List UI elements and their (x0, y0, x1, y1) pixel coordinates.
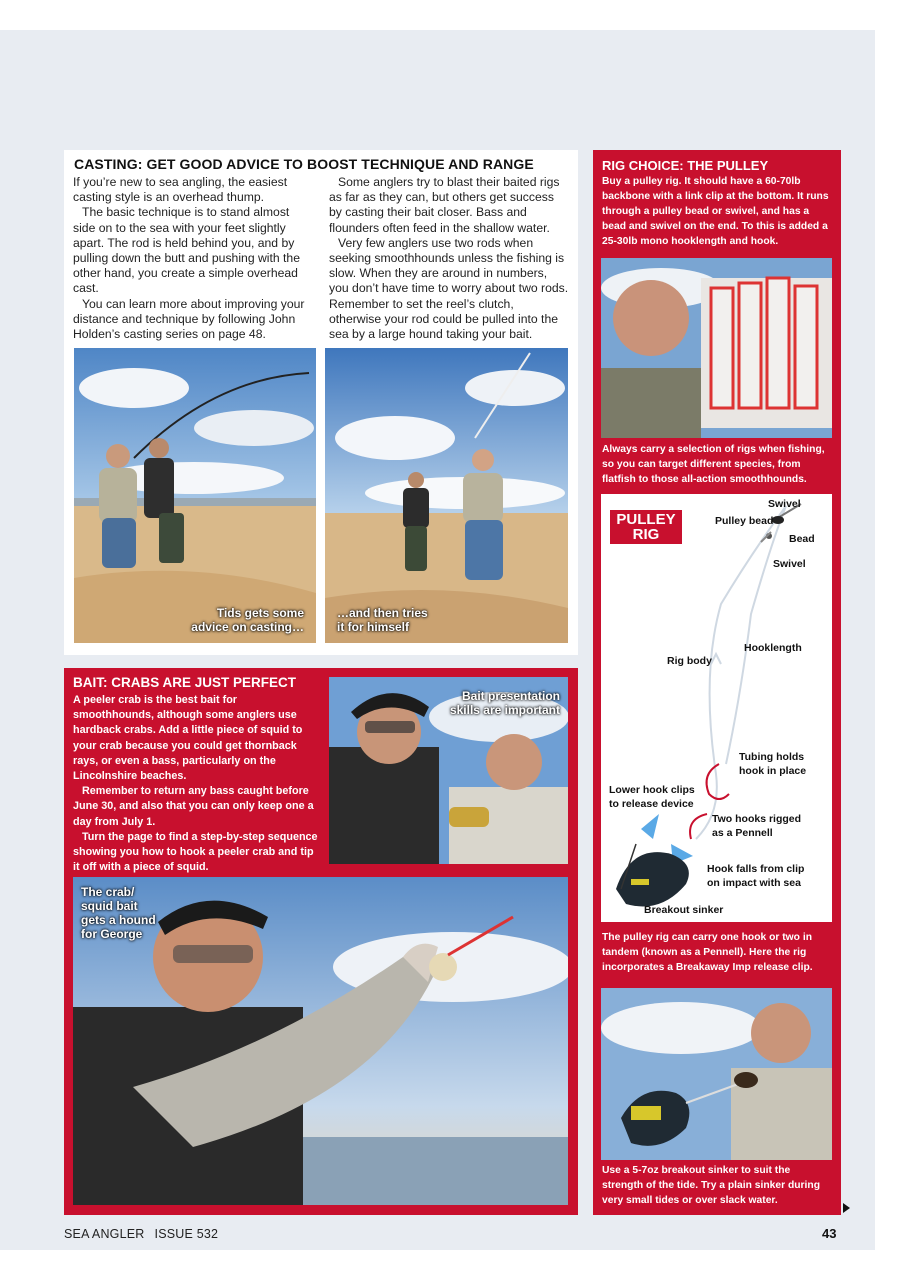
rig-body-label: Rig body (667, 655, 712, 667)
lower-hook-clips-label: Lower hook clips to release device (609, 784, 695, 810)
tubing-label: Tubing holds hook in place (739, 751, 807, 777)
hound-catch-photo (73, 877, 568, 1205)
pulley-rig-diagram (601, 494, 832, 922)
swivel-label: Swivel (773, 558, 806, 570)
breakout-sinker-photo (601, 988, 832, 1160)
next-page-arrow-icon (843, 1203, 850, 1213)
bead-label: Bead (789, 533, 815, 545)
pulley-rig-badge: PULLEY RIG (610, 510, 682, 544)
bait-section (64, 668, 578, 1215)
casting-try-photo (325, 348, 568, 643)
casting-left-column (73, 175, 313, 342)
rig-intro: Buy a pulley rig. It should have a 60-70lb backbone with a link clip at the bottom. It runs through a pulley bead or swivel, and has a bead and swivel on the end. To this is added a 25-30lb mono hooklength and hook. (602, 176, 829, 247)
hooklength-label: Hooklength (744, 642, 802, 654)
rig-diagram-caption: The pulley rig can carry one hook or two in tandem (known as a Pennell). Here the rig incorporates a Breakaway Imp release clip. (602, 932, 813, 973)
bait-paragraph: A peeler crab is the best bait for smoothhounds, although some anglers use hardback crabs. Add a little piece of squid to your crab because you could get thornback rays, or even a bass, particularly on the Lincolnshire beaches. (73, 694, 303, 783)
rig-photo2-caption: Use a 5-7oz breakout sinker to suit the strength of the tide. Try a plain sinker during very small tides or over slack water. (602, 1165, 820, 1206)
bait-paragraph: Remember to return any bass caught before June 30, and also that you can only keep one a day from July 1. (73, 785, 314, 828)
page-number: 43 (822, 1226, 837, 1241)
casting-photo2-caption: …and then tries it for himself (337, 606, 428, 634)
breakout-sinker-label: Breakout sinker (644, 904, 724, 916)
two-hooks-label: Two hooks rigged as a Pennell (712, 813, 802, 839)
casting-heading: CASTING: GET GOOD ADVICE TO BOOST TECHNIQUE AND RANGE (74, 156, 534, 172)
casting-right-column (329, 175, 569, 342)
rig-selection-photo (601, 258, 832, 438)
issue-number: ISSUE 532 (154, 1227, 219, 1241)
casting-photo1-caption: Tids gets some advice on casting… (191, 606, 304, 634)
bait-presentation-photo (329, 677, 568, 864)
swivel-top-label: Swivel (768, 498, 801, 510)
rig-section (593, 150, 841, 1215)
casting-advice-photo (74, 348, 316, 643)
magazine-name: SEA ANGLER (64, 1227, 145, 1241)
bait-text (73, 693, 318, 875)
casting-section (64, 150, 578, 655)
footer-magazine (64, 1227, 228, 1241)
bait-photo2-caption: The crab/ squid bait gets a hound for George (81, 885, 156, 941)
casting-paragraph: The basic technique is to stand almost side on to the sea with your feet slightly apart. The rod is held behind you, and by pulling down the butt and pushing with the other hand, you create a simple overhead cast. (73, 205, 300, 296)
casting-paragraph: You can learn more about improving your distance and technique by following John Holden’s casting series on page 48. (73, 296, 305, 342)
rig-photo1-caption: Always carry a selection of rigs when fishing, so you can target different species, from flatfish to those all-action smoothhounds. (602, 444, 825, 485)
pulley-bead-label: Pulley bead (715, 515, 774, 527)
casting-paragraph: Some anglers try to blast their baited rigs as far as they can, but others get success by casting their bait closer. Bass and flounders often feed in the shallow water. (329, 175, 560, 235)
hook-falls-label: Hook falls from clip on impact with sea (707, 863, 805, 889)
rig-heading: RIG CHOICE: THE PULLEY (602, 158, 769, 173)
casting-paragraph: Very few anglers use two rods when seeking smoothhounds unless the fishing is slow. When they are around in numbers, you don’t have time to worry about two rods. Remember to set the reel’s clutch, otherwise your rod could be pulled into the sea by a large hound taking your bait. (329, 235, 569, 342)
bait-heading: BAIT: CRABS ARE JUST PERFECT (73, 675, 297, 690)
bait-photo1-caption: Bait presentation skills are important (449, 689, 560, 717)
casting-paragraph: If you’re new to sea angling, the easiest casting style is an overhead thump. (73, 175, 288, 205)
bait-paragraph: Turn the page to find a step-by-step sequence showing you how to hook a peeler crab and tip it off with a piece of squid. (73, 830, 318, 874)
